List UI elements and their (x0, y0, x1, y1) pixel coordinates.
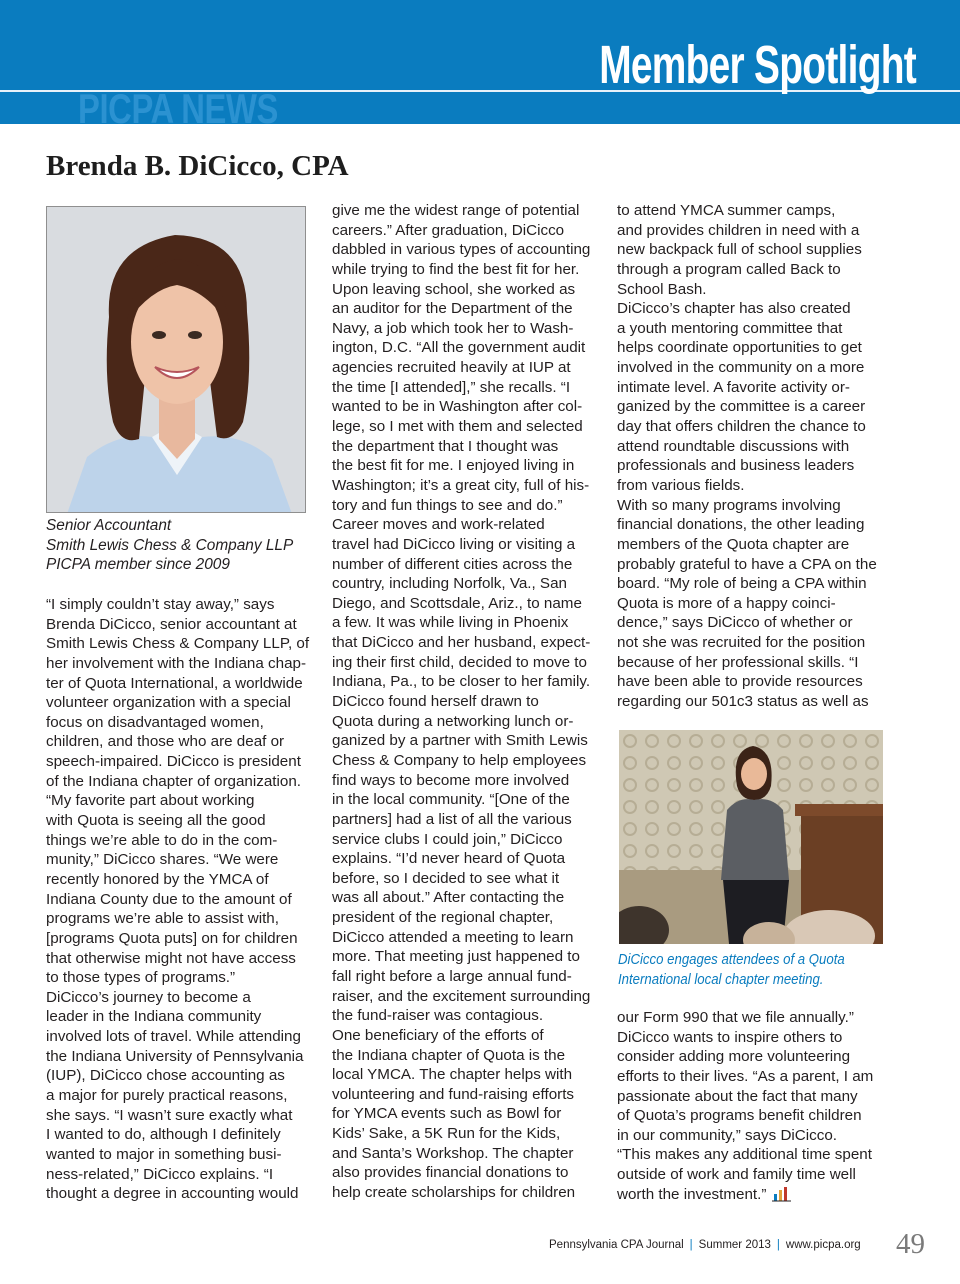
text-line: Upon leaving school, she worked as (332, 280, 576, 298)
text-line: and Santa’s Workshop. The chapter (332, 1144, 574, 1162)
text-line: not she was recruited for the position (617, 634, 866, 652)
text-line: recently honored by the YMCA of (46, 870, 269, 888)
text-line: DiCicco attended a meeting to learn (332, 928, 574, 946)
footer-journal: Pennsylvania CPA Journal (549, 1239, 684, 1251)
text-line: careers.” After graduation, DiCicco (332, 221, 565, 239)
text-line: dabbled in various types of accounting (332, 241, 591, 259)
body-column-1 (46, 595, 316, 1204)
caption-member-since: PICPA member since 2009 (46, 556, 230, 574)
text-line: Washington; it’s a great city, full of his- (332, 476, 590, 494)
text-line: attend roundtable discussions with (617, 437, 850, 455)
text-line: the best fit for me. I enjoyed living in (332, 457, 575, 475)
text-line: involved lots of travel. While attending (46, 1028, 301, 1046)
text-line: the time [I attended],” she recalls. “I (332, 378, 571, 396)
text-line: intimate level. A favorite activity or- (617, 378, 850, 396)
caption-company: Smith Lewis Chess & Company LLP (46, 536, 294, 554)
text-line: to those types of programs.” (46, 969, 236, 987)
text-line: ganized by a partner with Smith Lewis (332, 732, 588, 750)
text-line: outside of work and family time well (617, 1166, 856, 1184)
text-line: worth the investment.” (617, 1185, 889, 1205)
text-line: Navy, a job which took her to Wash- (332, 319, 574, 337)
text-line: professionals and business leaders (617, 457, 855, 475)
text-line: for YMCA events such as Bowl for (332, 1105, 562, 1123)
text-line: the fund-raiser was contagious. (332, 1007, 544, 1025)
text-line: thought a degree in accounting would (46, 1185, 299, 1203)
text-line: dence,” says DiCicco of whether or (617, 614, 853, 632)
text-line: number of different cities across the (332, 555, 573, 573)
text-line: passionate about the fact that many (617, 1087, 858, 1105)
text-line: One beneficiary of the efforts of (332, 1026, 544, 1044)
text-line: a few. It was while living in Phoenix (332, 614, 569, 632)
text-line: regarding our 501c3 status as well as (617, 693, 869, 711)
text-line: ington, D.C. “All the government audit (332, 339, 586, 357)
text-line: wanted to major in something busi- (46, 1145, 282, 1163)
text-line: Indiana, Pa., to be closer to her family. (332, 673, 591, 691)
text-line: “This makes any additional time spent (617, 1146, 872, 1164)
event-photo-caption (618, 950, 856, 990)
text-line: wanted to be in Washington after col- (332, 398, 583, 416)
text-line: lege, so I met with them and selected (332, 418, 583, 436)
text-line: ter of Quota International, a worldwide (46, 674, 303, 692)
text-line: volunteer organization with a special (46, 694, 291, 712)
text-line: she says. “I wasn’t sure exactly what (46, 1106, 293, 1124)
text-line: [programs Quota puts] on for children (46, 929, 298, 947)
text-line: the Indiana chapter of Quota is the (332, 1046, 566, 1064)
brand-title: PICPA NEWS (78, 85, 278, 132)
text-line: that otherwise might not have access (46, 949, 296, 967)
footer-issue: Summer 2013 (698, 1239, 771, 1251)
portrait-photo (46, 206, 306, 513)
text-line: our Form 990 that we file annually.” (617, 1009, 854, 1026)
text-line: of the Indiana chapter of organization. (46, 772, 301, 790)
text-line: efforts to their lives. “As a parent, I am (617, 1067, 874, 1085)
event-caption-line: DiCicco engages attendees of a Quota (618, 951, 845, 968)
page-footer (549, 1239, 861, 1251)
text-line: (IUP), DiCicco chose accounting as (46, 1067, 285, 1085)
text-line: “My favorite part about working (46, 792, 255, 810)
text-line: things we’re able to do in the com- (46, 831, 278, 849)
end-of-article-icon (772, 1186, 792, 1202)
text-line: that DiCicco and her husband, expect- (332, 634, 591, 652)
text-line: DiCicco found herself drawn to (332, 693, 539, 711)
text-line: the Indiana University of Pennsylvania (46, 1047, 304, 1065)
body-column-3-top (617, 201, 889, 712)
text-line: Quota is more of a happy coinci- (617, 594, 836, 612)
text-line: day that offers children the chance to (617, 418, 866, 436)
text-line: more. That meeting just happened to (332, 948, 580, 966)
text-line: before, so I decided to see what it (332, 869, 560, 887)
text-line: Smith Lewis Chess & Company LLP, of (46, 635, 310, 653)
text-line: through a program called Back to (617, 260, 841, 278)
text-line: local YMCA. The chapter helps with (332, 1066, 573, 1084)
text-line: members of the Quota chapter are (617, 535, 850, 553)
text-line: fall right before a large annual fund- (332, 967, 572, 985)
text-line: raiser, and the excitement surrounding (332, 987, 591, 1005)
text-line: DiCicco’s journey to become a (46, 988, 251, 1006)
text-line: her involvement with the Indiana chap- (46, 654, 307, 672)
text-line: DiCicco wants to inspire others to (617, 1028, 843, 1046)
event-photo (619, 730, 883, 944)
text-line: and provides children in need with a (617, 221, 860, 239)
text-line: children, and those who are deaf or (46, 733, 285, 751)
text-line: munity,” DiCicco shares. “We were (46, 851, 279, 869)
text-line: DiCicco’s chapter has also created (617, 300, 851, 318)
text-line: “I simply couldn’t stay away,” says (46, 596, 275, 613)
text-line: also provides financial donations to (332, 1164, 569, 1182)
text-line: ganized by the committee is a career (617, 398, 866, 416)
text-line: because of her professional skills. “I (617, 653, 859, 671)
footer-url: www.picpa.org (785, 1239, 861, 1251)
body-column-2 (332, 201, 604, 1203)
text-line: involved in the community on a more (617, 359, 865, 377)
text-line: explains. “I’d never heard of Quota (332, 850, 566, 868)
text-line: with Quota is seeing all the good (46, 812, 266, 830)
text-line: new backpack full of school supplies (617, 241, 862, 259)
text-line: of Quota’s programs benefit children (617, 1107, 862, 1125)
text-line: board. “My role of being a CPA within (617, 575, 867, 593)
text-line: in our community,” says DiCicco. (617, 1126, 837, 1144)
portrait-illustration (47, 207, 306, 513)
text-line: an auditor for the Department of the (332, 300, 573, 318)
text-line: a major for purely practical reasons, (46, 1087, 288, 1105)
text-line: I wanted to do, although I definitely (46, 1126, 281, 1144)
article-title: Brenda B. DiCicco, CPA (46, 150, 349, 182)
text-line: School Bash. (617, 280, 707, 298)
text-line: help create scholarships for children (332, 1184, 576, 1202)
portrait-caption (46, 516, 316, 575)
text-line: give me the widest range of potential (332, 202, 580, 219)
text-line: president of the regional chapter, (332, 909, 554, 927)
text-line: Kids’ Sake, a 5K Run for the Kids, (332, 1125, 561, 1143)
text-line: while trying to find the best fit for her. (332, 260, 580, 278)
text-line: in the local community. “[One of the (332, 791, 570, 809)
footer-separator: | (689, 1239, 693, 1251)
text-line: financial donations, the other leading (617, 516, 865, 534)
text-line: from various fields. (617, 476, 745, 494)
event-illustration (619, 730, 883, 944)
text-line: Diego, and Scottsdale, Ariz., to name (332, 594, 582, 612)
text-line: find ways to become more involved (332, 771, 570, 789)
text-line: to attend YMCA summer camps, (617, 202, 836, 219)
text-line: speech-impaired. DiCicco is president (46, 753, 301, 771)
text-line: Career moves and work-related (332, 516, 545, 534)
text-line: Quota during a networking lunch or- (332, 712, 574, 730)
text-line: agencies recruited heavily at IUP at (332, 359, 571, 377)
text-line: With so many programs involving (617, 496, 841, 514)
caption-job-title: Senior Accountant (46, 517, 172, 534)
text-line: leader in the Indiana community (46, 1008, 262, 1026)
text-line: service clubs I could join,” DiCicco (332, 830, 563, 848)
text-line: a youth mentoring committee that (617, 319, 843, 337)
text-line: probably grateful to have a CPA on the (617, 555, 877, 573)
text-line: was all about.” After contacting the (332, 889, 565, 907)
text-line: Brenda DiCicco, senior accountant at (46, 615, 297, 633)
page-number: 49 (896, 1228, 925, 1260)
text-line: focus on disadvantaged women, (46, 713, 264, 731)
text-line: ing their first child, decided to move to (332, 653, 587, 671)
text-line: helps coordinate opportunities to get (617, 339, 862, 357)
text-line: Indiana County due to the amount of (46, 890, 292, 908)
section-title: Member Spotlight (599, 35, 916, 95)
text-line: partners] had a list of all the various (332, 810, 572, 828)
text-line: travel had DiCicco living or visiting a (332, 535, 576, 553)
text-line: consider adding more volunteering (617, 1048, 851, 1066)
event-caption-line: International local chapter meeting. (618, 971, 824, 988)
text-line: have been able to provide resources (617, 673, 863, 691)
text-line: tory and fun things to see and do.” (332, 496, 563, 514)
text-line: Chess & Company to help employees (332, 751, 587, 769)
footer-separator: | (776, 1239, 780, 1251)
text-line: country, including Norfolk, Va., San (332, 575, 567, 593)
text-line: ness-related,” DiCicco explains. “I (46, 1165, 274, 1183)
body-column-3-bottom (617, 1008, 889, 1204)
text-line: the department that I thought was (332, 437, 559, 455)
text-line: volunteering and fund-raising efforts (332, 1085, 575, 1103)
text-line: programs we’re able to assist with, (46, 910, 279, 928)
